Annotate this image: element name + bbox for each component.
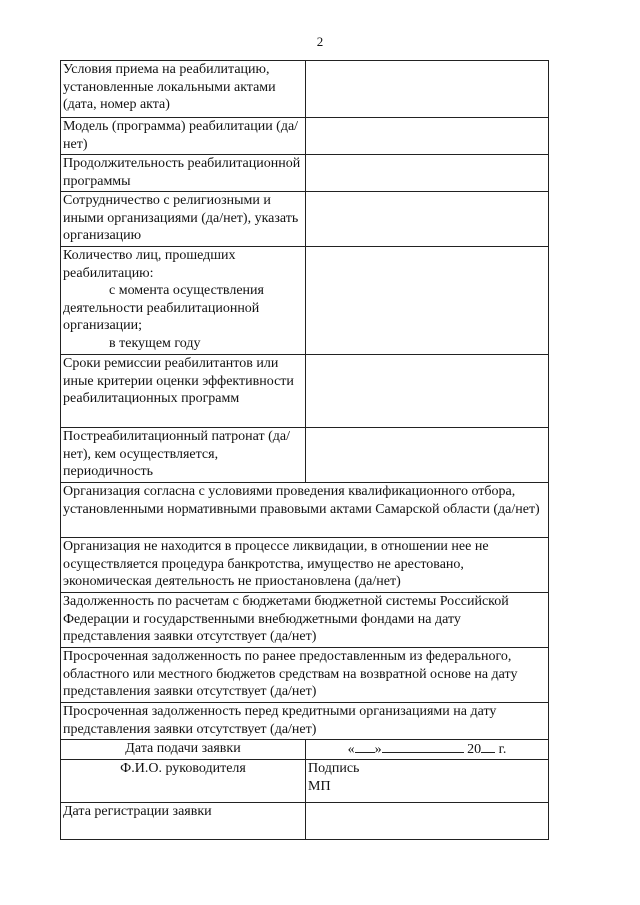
patronage-label: Постреабилитационный патронат (да/нет), кем осуществляется, периодичность (61, 428, 306, 483)
budget-debt-statement: Задолженность по расчетам с бюджетами бюджетной системы Российской Федерации и государственными внебюджетными фондами на дату представления заявки отсутствует (да/нет) (61, 593, 549, 648)
rehab-count-value[interactable] (306, 247, 549, 355)
signature-label: Подпись (308, 761, 360, 776)
patronage-value[interactable] (306, 428, 549, 483)
table-row (61, 247, 549, 355)
year-prefix: 20 (467, 742, 482, 757)
table-row (61, 192, 549, 247)
table-row (61, 483, 549, 538)
registration-date-label: Дата регистрации заявки (61, 803, 306, 840)
table-row (61, 118, 549, 155)
overdue-budget-statement: Просроченная задолженность по ранее предоставленным из федерального, областного или местного бюджетов средствам на возвратной основе на дату представления заявки отсутствует (да/нет) (61, 648, 549, 703)
cooperation-label: Сотрудничество с религиозными и иными организациями (да/нет), указать организацию (61, 192, 306, 247)
remission-label: Сроки ремиссии реабилитантов или иные критерии оценки эффективности реабилитационных программ (61, 355, 306, 428)
reception-conditions-label: Условия приема на реабилитацию, установленные локальными актами (дата, номер акта) (61, 61, 306, 118)
qualification-statement: Организация согласна с условиями проведения квалификационного отбора, установленными нормативными правовыми актами Самарской области (да/нет) (61, 483, 549, 538)
table-row (61, 703, 549, 740)
page-number: 2 (316, 34, 324, 49)
signature-cell[interactable] (306, 760, 549, 803)
day-blank[interactable] (355, 740, 375, 753)
rehab-count-intro: Количество лиц, прошедших реабилитацию: (63, 248, 236, 281)
cooperation-value[interactable] (306, 192, 549, 247)
month-blank[interactable] (382, 740, 464, 753)
overdue-credit-statement: Просроченная задолженность перед кредитными организациями на дату представления заявки отсутствует (да/нет) (61, 703, 549, 740)
stamp-label: МП (308, 778, 331, 794)
model-label: Модель (программа) реабилитации (да/нет) (61, 118, 306, 155)
reception-conditions-value[interactable] (306, 61, 549, 118)
table-row (61, 355, 549, 428)
duration-label: Продолжительность реабилитационной программы (61, 155, 306, 192)
model-value[interactable] (306, 118, 549, 155)
rehab-count-year-label: в текущем году (109, 335, 201, 351)
year-blank[interactable] (481, 740, 495, 753)
table-row (61, 155, 549, 192)
table-row (61, 740, 549, 760)
rehab-count-since-label: с момента осуществления деятельности реабилитационной организации; (63, 283, 264, 333)
table-row (61, 61, 549, 118)
submission-date-label: Дата подачи заявки (61, 740, 306, 760)
application-form-table (60, 60, 549, 840)
duration-value[interactable] (306, 155, 549, 192)
rehab-count-cell (61, 247, 306, 355)
year-suffix: г. (498, 742, 507, 757)
quote-close: » (374, 742, 382, 757)
head-name-label: Ф.И.О. руководителя (61, 760, 306, 803)
table-row (61, 538, 549, 593)
remission-value[interactable] (306, 355, 549, 428)
table-row (61, 593, 549, 648)
quote-open: « (347, 742, 355, 757)
table-row (61, 760, 549, 803)
liquidation-statement: Организация не находится в процессе ликвидации, в отношении нее не осуществляется процедура банкротства, имущество не арестовано, экономическая деятельность не приостановлена (да/нет) (61, 538, 549, 593)
table-row (61, 428, 549, 483)
table-row (61, 803, 549, 840)
table-row (61, 648, 549, 703)
submission-date-field[interactable] (306, 740, 549, 760)
registration-date-value[interactable] (306, 803, 549, 840)
